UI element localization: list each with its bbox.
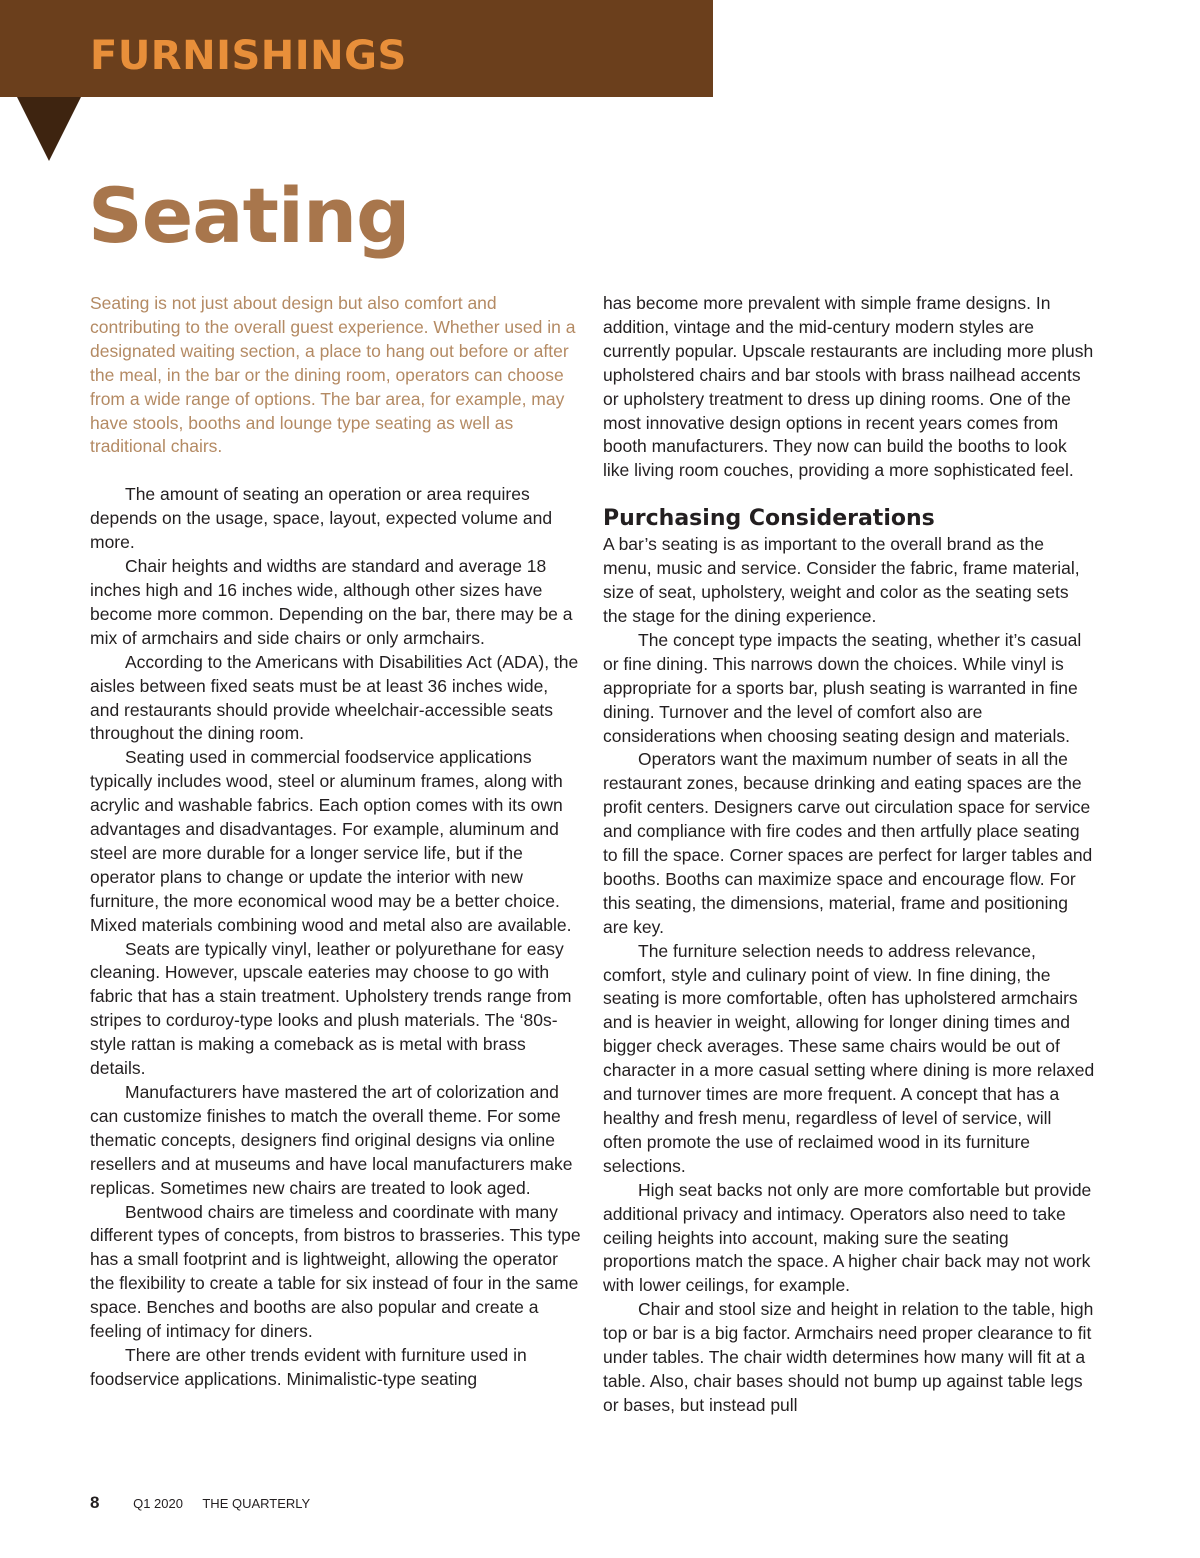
continued-paragraph: has become more prevalent with simple frame designs. In addition, vintage and the mid-century modern styles are currently popular. Upscale restaurants are including more plush upholstered chairs and bar stools with brass nailhead accents or upholstery treatment to dress up dining rooms. One of the most innovative design options in recent years comes from booth manufacturers. They now can build the booths to look like living room couches, providing a more sophisticated feel. xyxy=(603,293,1094,481)
intro-paragraph: Seating is not just about design but also comfort and contributing to the overall guest experience. Whether used in a designated waiting section, a place to hang out before or after the meal, in the bar or the dining room, operators can choose from a wide range of options. The bar area, for example, may have stools, booths and lounge type seating as well as traditional chairs. xyxy=(90,293,576,457)
page-number: 8 xyxy=(90,1493,100,1512)
body-paragraph: The amount of seating an operation or area requires depends on the usage, space, layout, expected volume and more. xyxy=(90,484,553,553)
banner-tab-decoration xyxy=(17,97,81,161)
article-title: Seating xyxy=(88,171,410,260)
body-paragraph: Seats are typically vinyl, leather or polyurethane for easy cleaning. However, upscale eateries may choose to go with fabric that has a stain treatment. Upholstery trends range from stripes to corduroy-type looks and plush materials. The ‘80s-style rattan is making a comeback as is metal with brass details. xyxy=(90,938,572,1079)
body-paragraph: The furniture selection needs to address relevance, comfort, style and culinary point of view. In fine dining, the seating is more comfortable, often has upholstered armchairs and is heavier in weight, allowing for longer dining times and bigger check averages. These same chairs would be out of character in a more casual setting where dining is more relaxed and turnover times are more frequent. A concept that has a healthy and fresh menu, regardless of level of service, will often promote the use of reclaimed wood in its furniture selections. xyxy=(603,940,1095,1176)
left-column xyxy=(90,292,582,1392)
page-footer xyxy=(90,1492,310,1515)
publication-name: THE QUARTERLY xyxy=(202,1496,311,1511)
body-paragraph: A bar’s seating is as important to the overall brand as the menu, music and service. Consider the fabric, frame material, size of seat, upholstery, weight and color as the seating sets the stage for the dining experience. xyxy=(603,534,1080,626)
section-label: FURNISHINGS xyxy=(90,33,407,79)
body-paragraph: High seat backs not only are more comfortable but provide additional privacy and intimacy. Operators also need to take ceiling heights into account, making sure the seating proportions match the space. A higher chair back may not work with lower ceilings, for example. xyxy=(603,1179,1092,1296)
section-subhead: Purchasing Considerations xyxy=(603,506,935,532)
body-paragraph: Operators want the maximum number of seats in all the restaurant zones, because drinking and eating spaces are the profit centers. Designers carve out circulation space for service and compliance with fire codes and then artfully place seating to fill the space. Corner spaces are perfect for larger tables and booths. Booths can maximize space and encourage flow. For this seating, the dimensions, material, frame and positioning are key. xyxy=(603,749,1093,937)
body-paragraph: There are other trends evident with furniture used in foodservice applications. Minimalistic-type seating xyxy=(90,1344,527,1389)
issue-label: Q1 2020 xyxy=(133,1496,183,1511)
body-paragraph: According to the Americans with Disabilities Act (ADA), the aisles between fixed seats must be at least 36 inches wide, and restaurants should provide wheelchair-accessible seats throughout the dining room. xyxy=(90,651,579,744)
body-paragraph: The concept type impacts the seating, whether it’s casual or fine dining. This narrows down the choices. While vinyl is appropriate for a sports bar, plush seating is warranted in fine dining. Turnover and the level of comfort also are considerations when choosing seating design and materials. xyxy=(603,629,1082,746)
body-paragraph: Chair heights and widths are standard and average 18 inches high and 16 inches wide, although other sizes have become more common. Depending on the bar, there may be a mix of armchairs and side chairs or only armchairs. xyxy=(90,556,573,648)
body-paragraph: Seating used in commercial foodservice applications typically includes wood, steel or aluminum frames, along with acrylic and washable fabrics. Each option comes with its own advantages and disadvantages. For example, aluminum and steel are more durable for a longer service life, but if the operator plans to change or update the interior with new furniture, the more economical wood may be a better choice. Mixed materials combining wood and metal also are available. xyxy=(90,747,572,935)
body-paragraph: Manufacturers have mastered the art of colorization and can customize finishes to match the overall theme. For some thematic concepts, designers find original designs via online resellers and at museums and have local manufacturers make replicas. Sometimes new chairs are treated to look aged. xyxy=(90,1082,573,1198)
body-paragraph: Chair and stool size and height in relation to the table, high top or bar is a big factor. Armchairs need proper clearance to fit under tables. The chair width determines how many will fit at a table. Also, chair bases should not bump up against table legs or bases, but instead pull xyxy=(603,1299,1094,1415)
body-paragraph: Bentwood chairs are timeless and coordinate with many different types of concepts, from bistros to brasseries. This type has a small footprint and is lightweight, allowing the operator the flexibility to create a table for six instead of four in the same space. Benches and booths are also popular and create a feeling of intimacy for diners. xyxy=(90,1201,581,1342)
right-column xyxy=(603,292,1095,1418)
section-banner xyxy=(0,0,713,97)
